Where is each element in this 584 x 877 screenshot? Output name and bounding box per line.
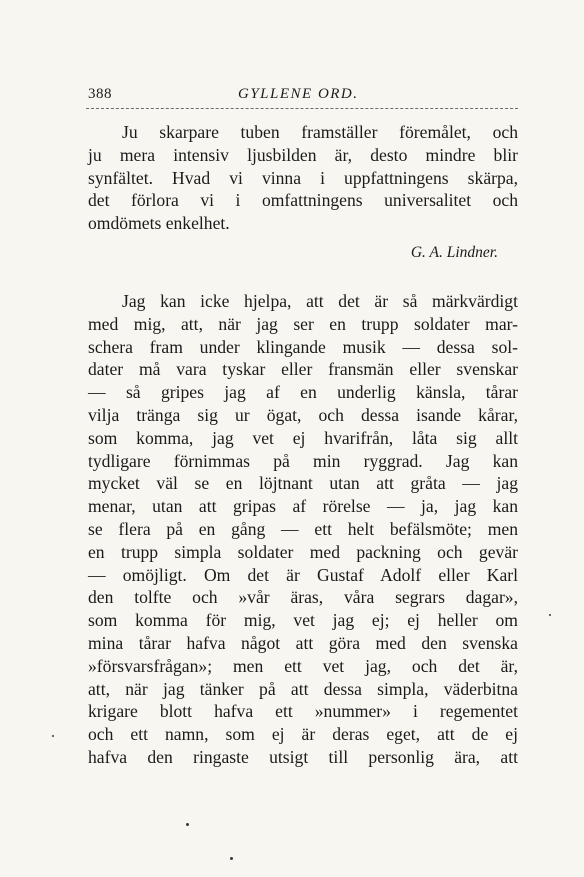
print-speck	[549, 614, 551, 616]
body-line: den tolfte och »vår äras, våra segrars dagar»,	[88, 587, 518, 608]
body-line: se flera på en gång — ett helt befälsmöte; men	[88, 518, 518, 539]
body-line: schera fram under klingande musik — dessa sol-	[88, 336, 518, 357]
print-speck	[52, 735, 54, 737]
body-line: med mig, att, när jag ser en trupp soldater mar-	[88, 313, 518, 334]
quote-line: omdömets enkelhet.	[88, 213, 230, 234]
print-speck	[230, 857, 233, 860]
body-line: dater må vara tyskar eller fransmän eller svenskar	[88, 359, 518, 380]
quote-line: ju mera intensiv ljusbilden är, desto mindre blir	[88, 144, 518, 165]
quote-attribution: G. A. Lindner.	[410, 244, 498, 261]
body-line: Jag kan icke hjelpa, att det är så märkvärdigt	[122, 291, 518, 311]
body-line: krigare blott hafva ett »nummer» i regementet	[88, 701, 518, 722]
body-line: tydligare förnimmas på min ryggrad. Jag kan	[88, 450, 518, 471]
body-line: mina tårar hafva något att göra med den svenska	[88, 632, 518, 653]
body-line: och ett namn, som ej är deras eget, att de ej	[88, 724, 518, 745]
body-line: mycket väl se en löjtnant utan att gråta — jag	[88, 473, 518, 494]
quote-line: det förlora vi i omfattningens universalitet och	[88, 190, 518, 211]
body-line: att, när jag tänker på att dessa simpla, väderbitna	[88, 678, 518, 699]
quote-line: Ju skarpare tuben framställer föremålet, och	[122, 122, 518, 142]
body-line: som komma, jag vet ej hvarifrån, låta sig allt	[88, 427, 518, 448]
body-line: en trupp simpla soldater med packning och gevär	[88, 541, 518, 562]
page-number: 388	[88, 86, 112, 102]
body-paragraph	[88, 290, 518, 769]
body-line: — omöjligt. Om det är Gustaf Adolf eller Karl	[88, 564, 518, 585]
body-line: menar, utan att gripas af rörelse — ja, jag kan	[88, 496, 518, 517]
body-line: som komma för mig, vet jag ej; ej heller om	[88, 610, 518, 631]
running-title: GYLLENE ORD.	[238, 86, 359, 102]
quote-paragraph	[88, 121, 518, 235]
body-line: — så gripes jag af en underlig känsla, tårar	[88, 382, 518, 403]
running-header	[88, 86, 516, 108]
print-speck	[186, 823, 189, 826]
quote-line: synfältet. Hvad vi vinna i uppfattningens skärpa,	[88, 167, 518, 188]
body-line: hafva den ringaste utsigt till personlig ära, att	[88, 746, 518, 767]
header-rule	[86, 108, 518, 109]
body-line: »försvarsfrågan»; men ett vet jag, och det är,	[88, 655, 518, 676]
body-line: vilja tränga sig ur ögat, och dessa isande kårar,	[88, 404, 518, 425]
